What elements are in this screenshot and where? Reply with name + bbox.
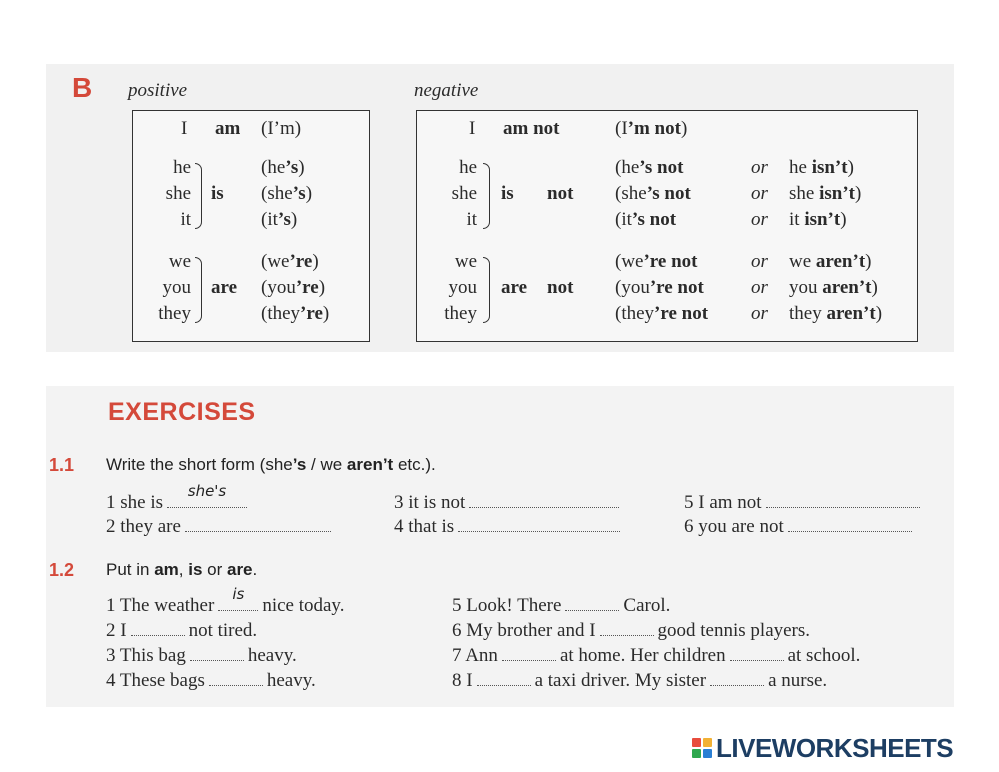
answer-blank[interactable] [565, 596, 619, 611]
neg-subject-they: they [444, 303, 477, 324]
exercises-title: EXERCISES [108, 398, 256, 426]
brace-is [195, 163, 202, 229]
answer-blank[interactable] [218, 585, 258, 611]
neg-is-row-1-alt: he isn’t) [789, 157, 854, 178]
neg-verb-not: not [547, 183, 574, 204]
neg-is-row-2-alt: she isn’t) [789, 183, 862, 204]
neg-verb-is: is [501, 183, 514, 204]
neg-are-row-1: (we’re not [615, 251, 698, 272]
brace-are [195, 257, 202, 323]
answer-blank[interactable] [469, 493, 619, 508]
pos-i-subject: I [181, 118, 188, 139]
pos-short-you: (you’re) [261, 277, 326, 298]
or-label: or [751, 183, 768, 204]
exercises-panel [46, 386, 954, 707]
exercise-1-2-instruction: Put in am, is or are. [106, 560, 258, 579]
neg-is-row-3-alt: it isn’t) [789, 209, 847, 230]
neg-brace-are [483, 257, 490, 323]
neg-i-short: (I’m not) [615, 118, 688, 139]
pos-verb-are: are [211, 277, 238, 298]
answer-blank[interactable] [710, 671, 764, 686]
pos-i-verb: am [215, 118, 241, 139]
answer-blank[interactable] [788, 517, 912, 532]
answer-blank[interactable] [131, 621, 185, 636]
neg-is-row-1: (he’s not [615, 157, 684, 178]
neg-brace-is [483, 163, 490, 229]
pos-i-short: (I’m) [261, 118, 302, 139]
ex1-item-6: 6 you are not [684, 515, 916, 539]
ex1-item-5: 5 I am not [684, 491, 924, 515]
answer-blank[interactable] [167, 482, 247, 508]
neg-subject-he: he [459, 157, 477, 178]
answer-blank[interactable] [458, 517, 620, 532]
neg-i-subject: I [469, 118, 476, 139]
logo-square-icon [692, 749, 701, 758]
section-letter: B [72, 72, 93, 103]
pos-subject-she: she [165, 183, 191, 204]
pos-short-she: (she’s) [261, 183, 313, 204]
neg-is-row-3: (it’s not [615, 209, 677, 230]
ex2-item-6: 6 My brother and I good tennis players. [452, 620, 811, 641]
ex1-item-4: 4 that is [394, 515, 624, 539]
answer-blank[interactable] [600, 621, 654, 636]
positive-caption: positive [128, 80, 188, 101]
negative-table [416, 110, 918, 342]
answer-blank[interactable] [766, 493, 920, 508]
ex2-item-3: 3 This bag heavy. [106, 645, 297, 666]
neg-are-row-3: (they’re not [615, 303, 709, 324]
liveworksheets-logo-icon [692, 738, 712, 758]
ex2-item-7: 7 Ann at home. Her children at school. [452, 645, 861, 666]
pos-subject-they: they [158, 303, 191, 324]
neg-subject-she: she [451, 183, 477, 204]
neg-subject-it: it [466, 209, 477, 230]
handwritten-answer: is [232, 585, 245, 603]
pos-short-it: (it’s) [261, 209, 298, 230]
logo-text: LIVEWORKSHEETS [716, 732, 954, 763]
ex2-item-2: 2 I not tired. [106, 620, 258, 641]
logo-square-icon [692, 738, 701, 747]
pos-subject-it: it [180, 209, 191, 230]
neg-verb-are: are [501, 277, 528, 298]
neg-subject-you: you [448, 277, 477, 298]
handwritten-answer: she's [187, 482, 227, 500]
ex2-item-1: 1 The weather is nice today. [106, 594, 344, 618]
pos-short-he: (he’s) [261, 157, 305, 178]
pos-subject-we: we [168, 251, 191, 272]
pos-subject-you: you [162, 277, 191, 298]
neg-subject-we: we [454, 251, 477, 272]
pos-verb-is: is [211, 183, 224, 204]
grammar-panel [46, 64, 954, 352]
exercise-1-1-instruction: Write the short form (she’s / we aren’t etc.). [106, 455, 436, 474]
neg-are-row-2-alt: you aren’t) [789, 277, 878, 298]
logo-square-icon [703, 749, 712, 758]
or-label: or [751, 157, 768, 178]
or-label: or [751, 251, 768, 272]
or-label: or [751, 209, 768, 230]
answer-blank[interactable] [190, 646, 244, 661]
answer-blank[interactable] [502, 646, 556, 661]
ex2-item-8: 8 I a taxi driver. My sister a nurse. [452, 670, 828, 691]
or-label: or [751, 303, 768, 324]
or-label: or [751, 277, 768, 298]
neg-is-row-2: (she’s not [615, 183, 691, 204]
positive-table [132, 110, 370, 342]
answer-blank[interactable] [730, 646, 784, 661]
neg-verb-not-2: not [547, 277, 574, 298]
ex2-item-4: 4 These bags heavy. [106, 670, 316, 691]
answer-blank[interactable] [209, 671, 263, 686]
neg-are-row-1-alt: we aren’t) [789, 251, 872, 272]
ex1-item-2: 2 they are [106, 515, 335, 539]
neg-are-row-3-alt: they aren’t) [789, 303, 883, 324]
ex1-item-3: 3 it is not [394, 491, 623, 515]
answer-blank[interactable] [185, 517, 331, 532]
logo-square-icon [703, 738, 712, 747]
answer-blank[interactable] [477, 671, 531, 686]
exercise-1-2-number: 1.2 [49, 560, 75, 580]
ex2-item-5: 5 Look! There Carol. [452, 595, 671, 616]
neg-are-row-2: (you’re not [615, 277, 704, 298]
liveworksheets-logo[interactable] [692, 734, 953, 762]
exercise-1-1-number: 1.1 [49, 455, 75, 475]
neg-i-verb: am not [503, 118, 560, 139]
pos-short-we: (we’re) [261, 251, 319, 272]
pos-short-they: (they’re) [261, 303, 330, 324]
ex1-item-1: 1 she is she's [106, 491, 251, 515]
negative-caption: negative [414, 80, 479, 101]
pos-subject-he: he [173, 157, 191, 178]
